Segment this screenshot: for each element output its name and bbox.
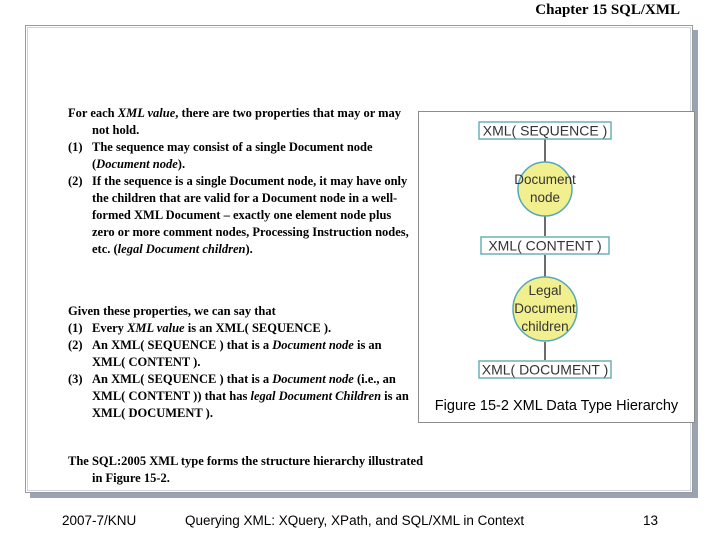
- box-xml-content-label: XML( CONTENT ): [488, 237, 602, 254]
- footer-date: 2007-7/KNU: [62, 513, 137, 528]
- intro-item-1: (1) The sequence may consist of a single Document node (Document node).: [68, 140, 373, 171]
- intro-item-2: (2) If the sequence is a single Document node, it may have only the children that are valid for a Document node in a well-formed XML Document – exactly one element node plus zero or more comment nodes, Processing Instruction nodes, etc. (legal Document children).: [68, 174, 409, 256]
- chapter-header: Chapter 15 SQL/XML: [535, 2, 680, 18]
- footer-title: Querying XML: XQuery, XPath, and SQL/XML in Context: [185, 513, 525, 528]
- summary-line: The SQL:2005 XML type forms the structure hierarchy illustrated in Figure 15-2.: [68, 454, 424, 485]
- intro-line: For each XML value, there are two properties that may or may not hold.: [68, 106, 402, 137]
- given-text: [68, 303, 418, 422]
- circle-document-node-line2: node: [529, 190, 561, 205]
- circle-document-node: [518, 162, 572, 216]
- box-xml-sequence-label: XML( SEQUENCE ): [482, 122, 608, 139]
- figure-15-2: [418, 111, 695, 423]
- intro-text: [68, 105, 413, 258]
- given-item-2: (2) An XML( SEQUENCE ) that is a Document node is an XML( CONTENT ).: [68, 338, 382, 369]
- circle-legal-line2: Document: [514, 301, 576, 316]
- given-item-1: (1) Every XML value is an XML( SEQUENCE ).: [68, 321, 332, 335]
- given-lead: Given these properties, we can say that: [68, 304, 276, 318]
- given-item-3: (3) An XML( SEQUENCE ) that is a Document node (i.e., an XML( CONTENT )) that has legal Document Children is an XML( DOCUMENT ).: [68, 372, 409, 420]
- box-xml-document-label: XML( DOCUMENT ): [481, 361, 609, 378]
- hierarchy-diagram: [419, 112, 694, 422]
- circle-legal-line1: Legal: [528, 283, 562, 298]
- summary-text: [68, 453, 428, 487]
- circle-document-node-line1: Document: [514, 172, 576, 187]
- figure-caption: Figure 15-2 XML Data Type Hierarchy: [434, 398, 679, 414]
- circle-legal-line3: children: [521, 319, 569, 334]
- page-number: 13: [643, 513, 659, 528]
